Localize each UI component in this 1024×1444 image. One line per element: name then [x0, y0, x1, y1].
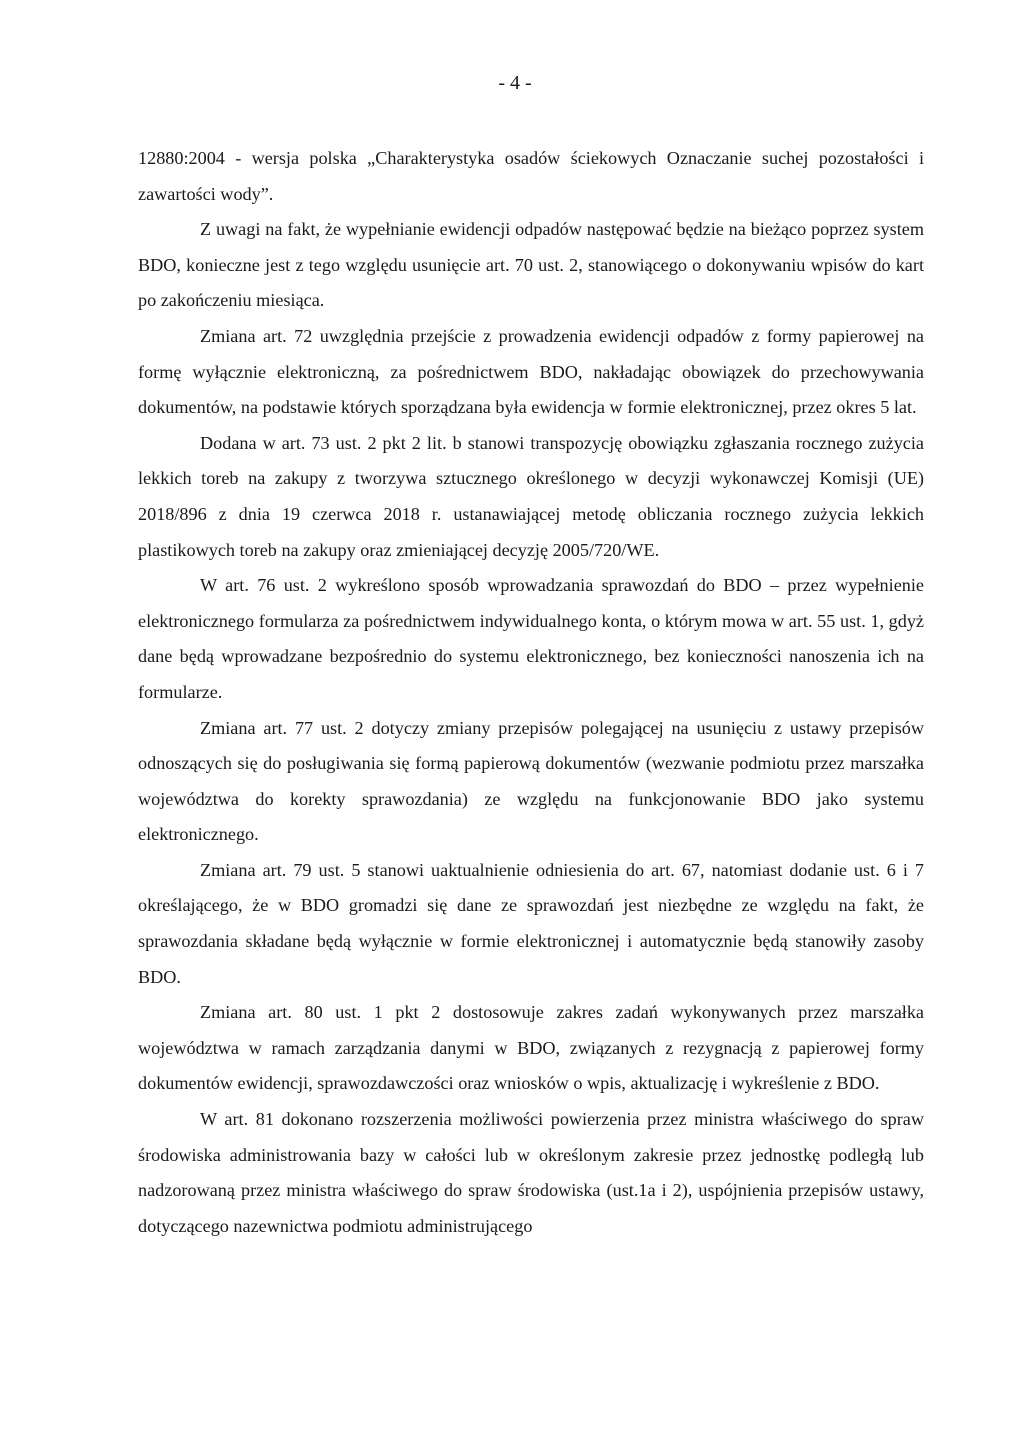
- paragraph-art-79: Zmiana art. 79 ust. 5 stanowi uaktualnienie odniesienia do art. 67, natomiast dodanie ust. 6 i 7 określającego, że w BDO gromadzi się dane ze sprawozdań jest niezbędne ze względu na fakt, że sprawozdania składane będą wyłącznie w formie elektronicznej i automatycznie będą stanowiły zasoby BDO.: [138, 859, 924, 987]
- paragraph-art-77: Zmiana art. 77 ust. 2 dotyczy zmiany przepisów polegającej na usunięciu z ustawy przepisów odnoszących się do posługiwania się formą papierową dokumentów (wezwanie podmiotu przez marszałka województwa do korekty sprawozdania) ze względu na funkcjonowanie BDO jako systemu elektronicznego.: [138, 717, 924, 845]
- paragraph-art-76: W art. 76 ust. 2 wykreślono sposób wprowadzania sprawozdań do BDO – przez wypełnienie elektronicznego formularza za pośrednictwem indywidualnego konta, o którym mowa w art. 55 ust. 1, gdyż dane będą wprowadzane bezpośrednio do systemu elektronicznego, bez konieczności nanoszenia ich na formularze.: [138, 575, 924, 702]
- paragraph-art-72: Zmiana art. 72 uwzględnia przejście z prowadzenia ewidencji odpadów z formy papierowej na formę wyłącznie elektroniczną, za pośrednictwem BDO, nakładając obowiązek do przechowywania dokumentów, na podstawie których sporządzana była ewidencja w formie elektronicznej, przez okres 5 lat.: [138, 325, 924, 418]
- paragraph-art-70: Z uwagi na fakt, że wypełnianie ewidencji odpadów następować będzie na bieżąco poprzez system BDO, konieczne jest z tego względu usunięcie art. 70 ust. 2, stanowiącego o dokonywaniu wpisów do kart po zakończeniu miesiąca.: [138, 219, 924, 311]
- paragraph-art-73: Dodana w art. 73 ust. 2 pkt 2 lit. b stanowi transpozycję obowiązku zgłaszania rocznego zużycia lekkich toreb na zakupy z tworzywa sztucznego określonego w decyzji wykonawczej Komisji (UE) 2018/896 z dnia 19 czerwca 2018 r. ustanawiającej metodę obliczania rocznego zużycia lekkich plastikowych toreb na zakupy oraz zmieniającej decyzję 2005/720/WE.: [138, 432, 924, 560]
- paragraph-art-80: Zmiana art. 80 ust. 1 pkt 2 dostosowuje zakres zadań wykonywanych przez marszałka województwa w ramach zarządzania danymi w BDO, związanych z rezygnacją z papierowej formy dokumentów ewidencji, sprawozdawczości oraz wniosków o wpis, aktualizację i wykreślenie z BDO.: [138, 1002, 924, 1094]
- paragraph-standard-reference: 12880:2004 - wersja polska „Charakterystyka osadów ściekowych Oznaczanie suchej pozostałości i zawartości wody”.: [138, 148, 924, 204]
- page-number: - 4 -: [498, 72, 532, 94]
- paragraph-art-81: W art. 81 dokonano rozszerzenia możliwości powierzenia przez ministra właściwego do spraw środowiska administrowania bazy w całości lub w określonym zakresie przez jednostkę podległą lub nadzorowaną przez ministra właściwego do spraw środowiska (ust.1a i 2), uspójnienia przepisów ustawy, dotyczącego nazewnictwa podmiotu administrującego: [138, 1109, 924, 1236]
- document-body: [138, 141, 924, 1244]
